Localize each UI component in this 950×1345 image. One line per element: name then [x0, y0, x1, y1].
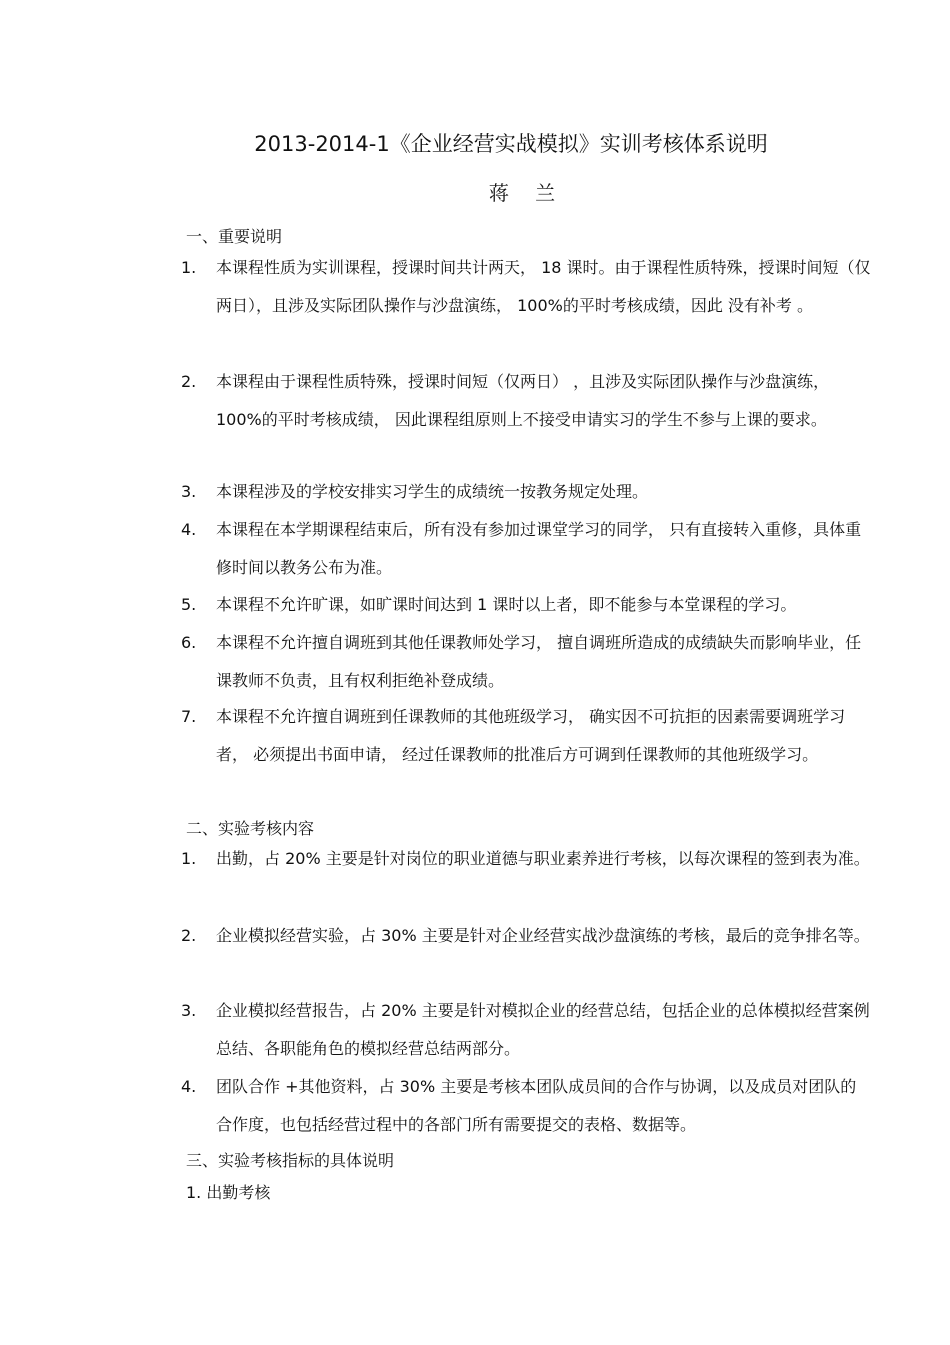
document-title: 2013-2014-1《企业经营实战模拟》实训考核体系说明 [254, 132, 768, 156]
list-item [181, 1068, 871, 1144]
item-text: 本课程不允许擅自调班到其他任课教师处学习， 擅自调班所造成的成绩缺失而影响毕业，任课教师不负责，且有权利拒绝补登成绩。 [216, 633, 862, 690]
item-number: 6. [181, 633, 197, 652]
item-number: 2. [181, 926, 197, 945]
list-item [181, 840, 871, 878]
item-text: 出勤，占 20% 主要是针对岗位的职业道德与职业素养进行考核，以每次课程的签到表为准。 [216, 849, 870, 868]
item-number: 5. [181, 595, 197, 614]
item-number: 7. [181, 707, 197, 726]
item-text: 本课程涉及的学校安排实习学生的成绩统一按教务规定处理。 [216, 482, 649, 501]
item-number: 3. [181, 482, 197, 501]
list-item [181, 363, 871, 439]
list-item [181, 473, 871, 511]
item-text: 本课程由于课程性质特殊，授课时间短（仅两日） ，且涉及实际团队操作与沙盘演练，100%的平时考核成绩， 因此课程组原则上不接受申请实习的学生不参与上课的要求。 [216, 372, 830, 429]
item-text: 本课程不允许擅自调班到任课教师的其他班级学习， 确实因不可抗拒的因素需要调班学习者， 必须提出书面申请， 经过任课教师的批准后方可调到任课教师的其他班级学习。 [216, 707, 846, 764]
section-heading: 二、实验考核内容 [186, 819, 315, 838]
item-text: 企业模拟经营实验，占 30% 主要是针对企业经营实战沙盘演练的考核，最后的竞争排名等。 [216, 926, 870, 945]
item-text: 本课程性质为实训课程，授课时间共计两天， 18 课时。由于课程性质特殊，授课时间短（仅两日），且涉及实际团队操作与沙盘演练， 100%的平时考核成绩，因此 没有补考 。 [216, 258, 871, 315]
list-item [181, 624, 871, 700]
item-number: 1. [181, 849, 197, 868]
list-item [181, 586, 871, 624]
list-item [181, 698, 871, 774]
item-text: 本课程在本学期课程结束后，所有没有参加过课堂学习的同学， 只有直接转入重修，具体重修时间以教务公布为准。 [216, 520, 862, 577]
section-heading: 一、重要说明 [186, 227, 283, 246]
item-text: 本课程不允许旷课，如旷课时间达到 1 课时以上者，即不能参与本堂课程的学习。 [216, 595, 797, 614]
author-name: 蒋 兰 [488, 181, 566, 205]
item-number: 4. [181, 1077, 197, 1096]
item-number: 3. [181, 1001, 197, 1020]
list-item [181, 917, 871, 955]
item-text: 团队合作 +其他资料，占 30% 主要是考核本团队成员间的合作与协调，以及成员对团队的合作度，也包括经营过程中的各部门所有需要提交的表格、数据等。 [216, 1077, 857, 1134]
list-item [181, 511, 871, 587]
section-heading: 三、实验考核指标的具体说明 [186, 1151, 395, 1170]
item-number: 4. [181, 520, 197, 539]
item-number: 1. [181, 258, 197, 277]
subsection-heading: 1. 出勤考核 [186, 1183, 271, 1202]
list-item [181, 249, 871, 325]
item-text: 企业模拟经营报告，占 20% 主要是针对模拟企业的经营总结，包括企业的总体模拟经营案例总结、各职能角色的模拟经营总结两部分。 [216, 1001, 870, 1058]
list-item [181, 992, 871, 1068]
item-number: 2. [181, 372, 197, 391]
